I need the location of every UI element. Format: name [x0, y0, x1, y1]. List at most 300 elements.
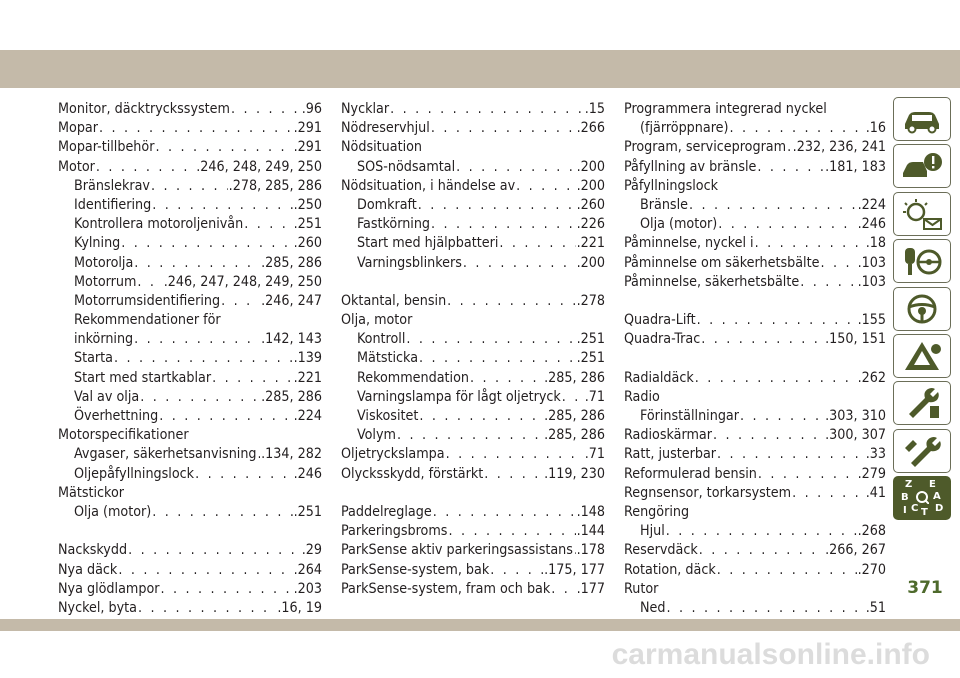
- entry-page: .264: [293, 561, 322, 578]
- index-entry: [58, 561, 322, 580]
- index-subentry: [341, 196, 605, 215]
- index-subentry: [624, 522, 886, 541]
- entry-label: Påminnelse, nyckel i: [624, 235, 754, 252]
- leader-dots: [666, 522, 857, 541]
- index-letter: B: [901, 492, 909, 504]
- entry-page: .33: [865, 446, 886, 463]
- leader-dots: [713, 426, 824, 445]
- leader-dots: [667, 599, 865, 618]
- entry-page: .203: [293, 580, 322, 597]
- leader-dots: [397, 426, 543, 445]
- entry-page: .291: [293, 139, 322, 156]
- index-subentry: [58, 254, 322, 273]
- index-subentry: [58, 349, 322, 368]
- index-entry: [624, 100, 886, 119]
- entry-page: .251: [293, 503, 322, 520]
- index-subentry: [58, 311, 322, 330]
- entry-page: .224: [293, 408, 322, 424]
- entry-label: Mätsticka: [357, 350, 419, 367]
- index-subentry: [58, 292, 322, 311]
- index-subentry: [341, 215, 605, 234]
- entry-label: Quadra-Lift: [624, 312, 696, 329]
- index-subentry: [341, 369, 605, 388]
- index-subentry: [624, 215, 886, 234]
- index-entry: [624, 138, 886, 157]
- index-subentry: [58, 196, 322, 215]
- index-entry: [58, 138, 322, 157]
- entry-label: Programmera integrerad nyckel: [624, 101, 827, 117]
- entry-page: .150, 151: [825, 331, 886, 348]
- index-subentry: [58, 388, 322, 407]
- entry-label: Varningslampa för lågt oljetryck: [357, 388, 561, 405]
- entry-label: inkörning: [74, 331, 134, 348]
- index-subentry: [624, 599, 886, 618]
- entry-page: .103: [857, 273, 886, 290]
- entry-label: Nycklar: [341, 101, 390, 117]
- entry-page: .200: [576, 177, 605, 194]
- entry-page: .224: [857, 196, 886, 213]
- index-column-2: [341, 100, 605, 599]
- leader-dots: [490, 561, 543, 580]
- index-letter: T: [921, 507, 928, 519]
- leader-dots: [717, 561, 857, 580]
- entry-page: .251: [293, 216, 322, 233]
- entry-page: .266: [576, 120, 605, 137]
- entry-page: .226: [576, 216, 605, 233]
- index-entry: [58, 100, 322, 119]
- leader-dots: [99, 119, 293, 138]
- leader-dots: [152, 196, 292, 215]
- leader-dots: [820, 254, 856, 273]
- entry-page: .246: [857, 216, 886, 233]
- index-subentry: [624, 196, 886, 215]
- wrench-icon[interactable]: [893, 381, 951, 425]
- entry-page: .51: [865, 599, 886, 616]
- entry-label: ParkSense aktiv parkeringsassistans: [341, 542, 573, 559]
- entry-label: Rekommendation: [357, 369, 469, 386]
- leader-dots: [244, 215, 292, 234]
- entry-page: .285, 286: [261, 254, 322, 271]
- index-entry: [58, 119, 322, 138]
- index-letter: I: [903, 505, 907, 517]
- entry-page: .266, 267: [825, 542, 886, 559]
- entry-page: .18: [865, 235, 886, 252]
- entry-label: Nya däck: [58, 561, 118, 578]
- leader-dots: [740, 407, 824, 426]
- leader-dots: [800, 273, 856, 292]
- entry-page: .285, 286: [261, 388, 322, 405]
- entry-label: Domkraft: [357, 196, 417, 213]
- entry-label: Start med startkablar: [74, 369, 212, 386]
- entry-gap: [624, 349, 886, 368]
- index-subentry: [341, 407, 605, 426]
- index-entry: [58, 580, 322, 599]
- leader-dots: [212, 369, 293, 388]
- index-entry: [341, 561, 605, 580]
- entry-label: Rengöring: [624, 503, 690, 520]
- entry-label: Paddelreglage: [341, 503, 432, 520]
- entry-page: .260: [576, 196, 605, 213]
- index-letter: D: [935, 503, 944, 515]
- entry-page: .221: [293, 369, 322, 386]
- index-subentry: [58, 273, 322, 292]
- footer-band: [0, 619, 960, 631]
- light-icon[interactable]: [893, 192, 951, 236]
- index-column-3: [624, 100, 886, 618]
- index-subentry: [58, 215, 322, 234]
- entry-page: .285, 286: [544, 408, 605, 424]
- entry-label: Ned: [640, 599, 666, 616]
- index-entry: [341, 177, 605, 196]
- entry-page: .278: [576, 292, 605, 309]
- watermark: carmanualsonline.info: [611, 638, 930, 671]
- entry-label: ParkSense-system, fram och bak: [341, 580, 551, 597]
- entry-label: Oktantal, bensin: [341, 292, 447, 309]
- hazard-triangle-icon[interactable]: [893, 334, 951, 378]
- entry-label: ParkSense-system, bak: [341, 561, 490, 578]
- entry-label: Fastkörning: [357, 216, 431, 233]
- entry-label: Påminnelse, säkerhetsbälte: [624, 273, 800, 290]
- entry-page: .134, 282: [261, 446, 322, 463]
- index-entry: [341, 541, 605, 560]
- index-entry: [624, 369, 886, 388]
- entry-page: .71: [584, 388, 605, 405]
- leader-dots: [128, 541, 301, 560]
- entry-label: Motorrum: [74, 273, 137, 290]
- index-icon[interactable]: [893, 476, 951, 520]
- leader-dots: [448, 522, 575, 541]
- index-entry: [341, 465, 605, 484]
- leader-dots: [431, 215, 576, 234]
- entry-page: .41: [865, 484, 886, 501]
- car-icon[interactable]: [893, 97, 951, 141]
- entry-gap: [341, 484, 605, 503]
- index-entry: [624, 388, 886, 407]
- leader-dots: [431, 119, 576, 138]
- entry-page: .177: [576, 580, 605, 597]
- entry-page: .270: [857, 561, 886, 578]
- index-entry: [624, 254, 886, 273]
- leader-dots: [717, 445, 865, 464]
- entry-gap: [624, 292, 886, 311]
- entry-page: .71: [584, 446, 605, 463]
- entry-label: Nödsituation: [341, 139, 423, 156]
- leader-dots: [390, 100, 584, 119]
- index-entry: [341, 119, 605, 138]
- entry-label: Förinställningar: [640, 408, 739, 424]
- index-entry: [624, 561, 886, 580]
- index-entry: [624, 158, 886, 177]
- index-subentry: [341, 158, 605, 177]
- entry-label: Rutor: [624, 580, 659, 597]
- entry-page: .285, 286: [544, 427, 605, 444]
- entry-label: Mätstickor: [58, 484, 124, 501]
- entry-page: .250: [293, 196, 322, 213]
- index-entry: [58, 484, 322, 503]
- index-subentry: [58, 177, 322, 196]
- leader-dots: [134, 330, 260, 349]
- entry-label: Identifiering: [74, 196, 152, 213]
- index-entry: [58, 158, 322, 177]
- index-subentry: [58, 445, 322, 464]
- wrench-icon-2[interactable]: [893, 429, 951, 473]
- leader-dots: [155, 138, 292, 157]
- entry-label: Olycksskydd, förstärkt: [341, 465, 484, 482]
- index-entry: [58, 599, 322, 618]
- entry-label: Mopar-tillbehör: [58, 139, 155, 156]
- entry-page: .300, 307: [825, 427, 886, 444]
- entry-label: Nackskydd: [58, 542, 128, 559]
- entry-page: .16, 19: [277, 599, 322, 616]
- index-letter: A: [933, 491, 941, 503]
- leader-dots: [96, 158, 195, 177]
- entry-label: Radio: [624, 388, 660, 405]
- entry-page: .291: [293, 120, 322, 137]
- index-entry: [624, 330, 886, 349]
- leader-dots: [140, 388, 260, 407]
- entry-label: Mopar: [58, 120, 98, 137]
- index-entry: [341, 311, 605, 330]
- leader-dots: [151, 177, 228, 196]
- entry-page: .181, 183: [825, 158, 886, 175]
- entry-label: Kylning: [74, 235, 121, 252]
- index-column-1: [58, 100, 322, 618]
- header-band: [0, 50, 960, 88]
- index-subentry: [341, 234, 605, 253]
- entry-page: .251: [576, 350, 605, 367]
- entry-label: Motor: [58, 158, 95, 175]
- entry-label: Bränslekrav: [74, 177, 150, 194]
- entry-page: .251: [576, 331, 605, 348]
- index-subentry: [341, 426, 605, 445]
- index-entry: [624, 273, 886, 292]
- entry-label: Motorolja: [74, 254, 134, 271]
- entry-label: Varningsblinkers: [357, 254, 462, 271]
- entry-label: Parkeringsbroms: [341, 523, 448, 540]
- entry-label: Påminnelse om säkerhetsbälte: [624, 254, 820, 271]
- leader-dots: [195, 465, 293, 484]
- warning-car-icon[interactable]: [893, 144, 951, 188]
- leader-dots: [138, 599, 276, 618]
- entry-page: .303, 310: [825, 408, 886, 424]
- leader-dots: [456, 158, 575, 177]
- entry-label: Rekommendationer för: [74, 312, 221, 329]
- leader-dots: [161, 580, 293, 599]
- entry-page: .103: [857, 254, 886, 271]
- entry-label: Quadra-Trac: [624, 331, 701, 348]
- entry-label: Motorspecifikationer: [58, 427, 189, 444]
- entry-label: SOS-nödsamtal: [357, 158, 456, 175]
- steering-wheel-icon[interactable]: [893, 287, 951, 331]
- entry-label: Program, serviceprogram: [624, 139, 787, 156]
- leader-dots: [697, 311, 857, 330]
- index-entry: [624, 484, 886, 503]
- leader-dots: [689, 196, 857, 215]
- entry-label: Bränsle: [640, 196, 688, 213]
- index-entry: [341, 522, 605, 541]
- index-subentry: [58, 369, 322, 388]
- entry-page: .15: [584, 101, 605, 117]
- entry-page: .285, 286: [544, 369, 605, 386]
- entry-page: .260: [293, 235, 322, 252]
- entry-page: .221: [576, 235, 605, 252]
- index-entry: [624, 234, 886, 253]
- entry-label: Olja (motor): [74, 503, 152, 520]
- leader-dots: [718, 215, 856, 234]
- leader-dots: [418, 196, 576, 215]
- leader-dots: [152, 503, 292, 522]
- index-subentry: [341, 330, 605, 349]
- entry-page: .178: [576, 542, 605, 559]
- index-subentry: [58, 234, 322, 253]
- entry-label: Monitor, däcktryckssystem: [58, 101, 230, 117]
- entry-label: Oljetryckslampa: [341, 446, 445, 463]
- entry-label: Motorrumsidentifiering: [74, 292, 221, 309]
- entry-label: Reservdäck: [624, 542, 698, 559]
- entry-label: Val av olja: [74, 388, 140, 405]
- entry-label: Påfyllningslock: [624, 177, 719, 194]
- entry-page: .119, 230: [544, 465, 605, 482]
- entry-label: Kontroll: [357, 331, 406, 348]
- entry-page: .279: [857, 465, 886, 482]
- leader-dots: [446, 445, 584, 464]
- index-entry: [58, 426, 322, 445]
- index-entry: [341, 138, 605, 157]
- leader-dots: [470, 369, 543, 388]
- index-entry: [58, 541, 322, 560]
- leader-dots: [701, 330, 824, 349]
- entry-label: Nya glödlampor: [58, 580, 160, 597]
- leader-dots: [221, 292, 260, 311]
- entry-label: Regnsensor, torkarsystem: [624, 484, 792, 501]
- index-entry: [624, 580, 886, 599]
- entry-page: .16: [865, 120, 886, 137]
- entry-page: .96: [301, 101, 322, 117]
- page-number: 371: [907, 578, 943, 598]
- leader-dots: [792, 484, 865, 503]
- leader-dots: [562, 388, 584, 407]
- entry-label: Hjul: [640, 523, 665, 540]
- leader-dots: [447, 292, 575, 311]
- entry-label: Kontrollera motoroljenivån: [74, 216, 244, 233]
- entry-page: .246: [293, 465, 322, 482]
- entry-label: Nödsituation, i händelse av: [341, 177, 516, 194]
- leader-dots: [516, 177, 575, 196]
- entry-page: .268: [857, 523, 886, 540]
- index-entry: [624, 445, 886, 464]
- entry-label: Olja (motor): [640, 216, 718, 233]
- index-entry: [341, 445, 605, 464]
- index-entry: [341, 100, 605, 119]
- leader-dots: [757, 158, 824, 177]
- entry-label: Starta: [74, 350, 113, 367]
- entry-label: Radioskärmar: [624, 427, 712, 444]
- index-entry: [341, 292, 605, 311]
- leader-dots: [463, 254, 576, 273]
- entry-label: (fjärröppnare): [640, 120, 729, 137]
- index-entry: [624, 311, 886, 330]
- key-icon[interactable]: [893, 239, 951, 283]
- index-subentry: [58, 503, 322, 522]
- entry-page: .200: [576, 158, 605, 175]
- entry-label: Nyckel, byta: [58, 599, 137, 616]
- entry-label: Överhettning: [74, 408, 159, 424]
- entry-page: .232, 236, 241: [792, 139, 886, 156]
- leader-dots: [419, 407, 543, 426]
- entry-page: .262: [857, 369, 886, 386]
- entry-page: .139: [293, 350, 322, 367]
- entry-label: Rotation, däck: [624, 561, 716, 578]
- entry-page: .246, 247: [261, 292, 322, 309]
- chapter-tabs: [893, 97, 953, 524]
- leader-dots: [114, 349, 293, 368]
- entry-page: .246, 247, 248, 249, 250: [163, 273, 322, 290]
- leader-dots: [695, 369, 857, 388]
- index-subentry: [58, 330, 322, 349]
- leader-dots: [574, 541, 576, 560]
- index-subentry: [58, 407, 322, 426]
- entry-label: Nödreservhjul: [341, 120, 430, 137]
- index-entry: [341, 503, 605, 522]
- entry-page: .142, 143: [261, 331, 322, 348]
- leader-dots: [137, 273, 162, 292]
- index-entry: [341, 580, 605, 599]
- entry-page: .144: [576, 523, 605, 540]
- entry-label: Volym: [357, 427, 396, 444]
- entry-label: Olja, motor: [341, 312, 413, 329]
- leader-dots: [551, 580, 575, 599]
- leader-dots: [406, 330, 575, 349]
- index-entry: [624, 426, 886, 445]
- leader-dots: [433, 503, 576, 522]
- leader-dots: [121, 234, 292, 253]
- index-entry: [624, 541, 886, 560]
- entry-label: Reformulerad bensin: [624, 465, 757, 482]
- leader-dots: [787, 138, 792, 157]
- index-subentry: [341, 388, 605, 407]
- entry-gap: [341, 273, 605, 292]
- leader-dots: [755, 234, 865, 253]
- index-entry: [624, 177, 886, 196]
- leader-dots: [231, 100, 301, 119]
- index-entry: [624, 465, 886, 484]
- leader-dots: [159, 407, 292, 426]
- leader-dots: [419, 349, 576, 368]
- leader-dots: [118, 561, 292, 580]
- index-letter: C: [911, 503, 919, 515]
- entry-label: Påfyllning av bränsle: [624, 158, 757, 175]
- entry-page: .246, 248, 249, 250: [196, 158, 322, 175]
- entry-label: Radialdäck: [624, 369, 694, 386]
- entry-gap: [58, 522, 322, 541]
- leader-dots: [134, 254, 260, 273]
- leader-dots: [258, 445, 261, 464]
- entry-label: Oljepåfyllningslock: [74, 465, 195, 482]
- entry-page: .278, 285, 286: [228, 177, 322, 194]
- entry-page: .175, 177: [544, 561, 605, 578]
- entry-label: Viskositet: [357, 408, 419, 424]
- entry-page: .148: [576, 503, 605, 520]
- leader-dots: [699, 541, 824, 560]
- index-letter: E: [929, 479, 936, 491]
- index-subentry: [624, 407, 886, 426]
- entry-page: .29: [301, 542, 322, 559]
- leader-dots: [499, 234, 575, 253]
- entry-label: Start med hjälpbatteri: [357, 235, 499, 252]
- entry-page: .155: [857, 312, 886, 329]
- index-subentry: [341, 254, 605, 273]
- entry-label: Avgaser, säkerhetsanvisning: [74, 446, 257, 463]
